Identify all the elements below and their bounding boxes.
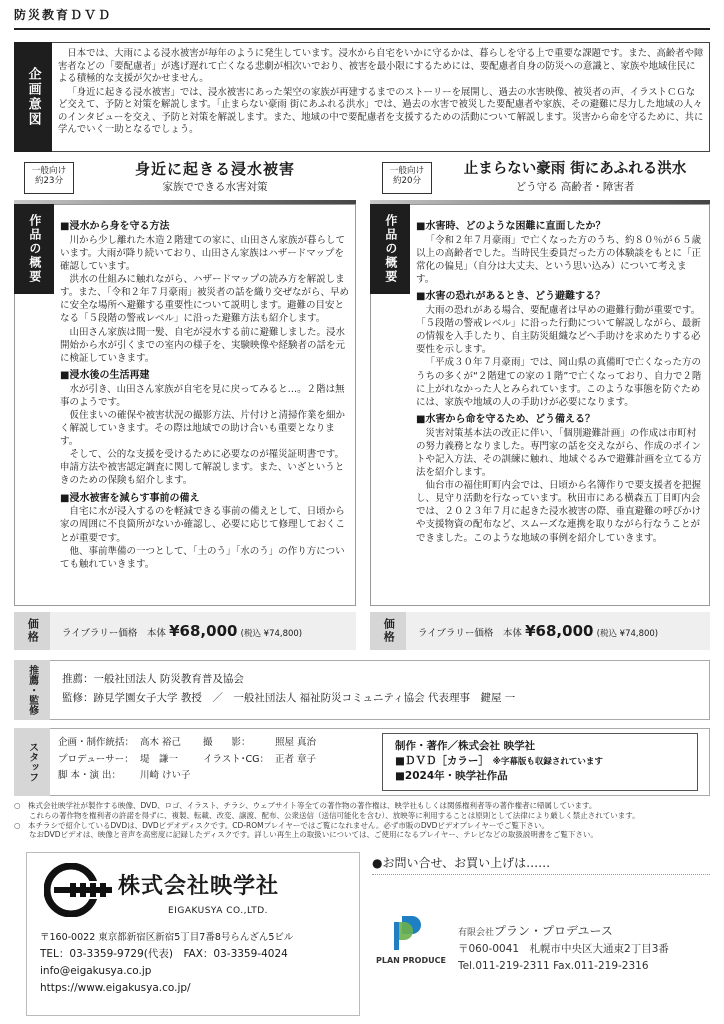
production-format: [395, 754, 685, 769]
production-note: ※字幕版も収録されています: [492, 757, 603, 768]
right-title: 止まらない豪雨 街にあふれる洪水: [463, 161, 687, 177]
company-name: 株式会社映学社: [118, 874, 280, 899]
production-company: 株式会社 映学社: [458, 740, 536, 752]
production-credit: [395, 739, 685, 754]
left-title: 身近に起きる浸水被害: [134, 160, 295, 178]
dealer-name-main: プラン・プロデユース: [494, 924, 613, 938]
section-paragraph: 仮住まいの確保や被害状況の撮影方法、片付けと清掃作業を細かく解説していきます。その際は地域での助け合いも重要となります。: [60, 409, 346, 448]
intent-paragraph: 日本では、大雨による浸水被害が毎年のように発生しています。浸水から自宅をいかに守るかは、暮らしを守る上で重要な課題です。また、高齢者や障害者などの「要配慮者」が逃げ遅れて亡くなる悲劇が相次いでおり、被害を最小限にするためには、要配慮者自身の防災への意識と、家族や地域住民による積極的な支援が欠かせません。: [58, 48, 704, 84]
dealer-address: 〒060-0041 札幌市中央区大通東2丁目3番: [458, 943, 669, 956]
right-audience: 一般向け: [389, 166, 425, 176]
company-contact: [40, 930, 356, 998]
section-heading: ■浸水被害を減らす事前の備え: [60, 492, 200, 504]
staff-role: 撮 影：: [203, 737, 251, 748]
note-line: これらの著作物を権利者の許諾を得ずに、複製、転載、改変、譲渡、配布、公衆送信（送信可能化を含む）、放映等に利用することは原則として法律により厳しく禁止されています。: [14, 810, 640, 820]
right-audience-tag: [382, 162, 432, 194]
staff-role: 脚 本・演 出：: [58, 770, 122, 782]
section-paragraph: そして、公的な支援を受けるために必要なのが罹災証明書です。申請方法や被害認定調査に関して解説します。また、いざというときのための保険も紹介します。: [60, 449, 345, 487]
plan-produce-logo-icon: [380, 912, 440, 956]
company-logo-icon: [44, 863, 114, 921]
section-heading: ■水害時、どのような困難に直面したか？: [416, 221, 606, 232]
dealer-name-prefix: 有限会社: [458, 928, 495, 938]
left-audience: 一般向け: [31, 166, 67, 176]
price-caption: ライブラリー価格 本体: [418, 628, 522, 639]
production-box: [382, 733, 698, 791]
section-heading: ■水害から命を守るため、どう備える？: [416, 413, 596, 425]
left-audience-tag: [24, 162, 74, 194]
company-url[interactable]: https://www.eigakusya.co.jp/: [40, 982, 191, 995]
price-amount: ¥68,000: [169, 622, 238, 640]
staff-label: スタッフ: [14, 728, 50, 796]
intent-paragraph: 「身近に起きる浸水被害」では、浸水被害にあった架空の家族が再建するまでのストーリーを展開し、過去の水害映像、被災者の声、イラストＣＧなど交えて、予防と対策を解説します。「止まらない豪雨 街にあふれる洪水」では、過去の水害で被災した要配慮者や家族、その避難に尽力した地域の人々のインタビューを交え、予防と対策を解説します。また、地域の中で要配慮者を支援するための活動について解説します。災害から命を守るために、共に学んでいく一助となるでしょう。: [58, 86, 704, 135]
staff-person: 川崎 けい子: [140, 770, 191, 782]
dealer-info: [458, 922, 716, 975]
price-tax: (税込 ¥74,800): [596, 629, 659, 639]
staff-person: 堤 謙一: [140, 753, 179, 765]
left-summary-text: [60, 216, 350, 571]
staff-person: 高木 裕己: [140, 737, 182, 748]
right-summary-label: 作品の概要: [370, 204, 410, 294]
price-tax: (税込 ¥74,800): [240, 629, 303, 639]
staff-role: 企画・制作統括：: [58, 737, 135, 748]
notes: [14, 801, 714, 840]
right-summary-text: [416, 216, 704, 545]
section-paragraph: 大雨の恐れがある場合、要配慮者は早めの避難行動が重要です。「５段階の警戒レベル」に沿った行動について解説しながら、最新の情報を入手したり、自主防災組織などへ手助けを求めたりする必要性を示します。: [416, 305, 701, 356]
left-summary-label: 作品の概要: [14, 204, 54, 294]
section-paragraph: 「令和２年７月豪雨」で亡くなった方のうち、約８０％が６５歳以上の高齢者でした。当時民生委員だった方の体験談をもとに「正常化の偏見」（自分は大丈夫、という思い込み）について考えます。: [416, 234, 702, 286]
section-paragraph: 水が引き、山田さん家族が自宅を見に戻ってみると…。２階は無事のようです。: [60, 383, 345, 408]
company-address: 〒160-0022 東京都新宿区新宿5丁目7番8号らんざん5ビル: [40, 932, 294, 943]
recommend-line: 推薦：一般社団法人 防災教育普及協会: [62, 673, 244, 685]
section-paragraph: 川から少し離れた木造２階建ての家に、山田さん家族が暮らしています。大雨が降り続いており、山田さん家族はハザードマップを確認しています。: [60, 234, 346, 273]
section-heading: ■浸水から身を守る方法: [60, 221, 170, 232]
right-price: [418, 622, 658, 642]
note-line: ○ 株式会社映学社が製作する映像、DVD、ロゴ、イラスト、チラシ、ウェブサイト等全ての著作物の著作権は、映学社もしくは関係権利者等の著作権者に帰属しています。: [14, 801, 597, 810]
note-line: ○ 本チラシで紹介しているDVDは、DVDビデオディスクです。CD-ROMプレイヤーではご覧になれません。必ず市販のDVDビデオプレイヤーでご覧下さい。: [14, 820, 549, 830]
section-heading: ■浸水後の生活再建: [60, 369, 150, 381]
section-paragraph: 仙台市の福住町町内会では、日頃から名簿作りで要支援者を把握し、見守り活動を行なっています。秋田市にある横森五丁目町内会では、２０２３年７月に起きた浸水被害の際、垂直避難の呼びかけや支援物資の配布など、スムーズな連携を取りながら行なうことができました。このような地域の事例を紹介していきます。: [416, 480, 702, 544]
left-price: [62, 622, 302, 642]
production-dvd: ■ＤＶＤ［カラー］: [395, 755, 489, 768]
staff-row: [58, 768, 322, 785]
header-divider: [14, 28, 710, 30]
company-email[interactable]: info@eigakusya.co.jp: [40, 964, 152, 977]
staff-role: イラスト･CG：: [203, 753, 270, 765]
dealer-tel: Tel.011-219-2311 Fax.011-219-2316: [458, 959, 649, 972]
production-year: ■2024年・映学社作品: [395, 770, 508, 783]
right-subtitle: どう守る 高齢者・障害者: [515, 181, 635, 193]
left-price-label: 価格: [14, 612, 50, 650]
section-paragraph: 「平成３０年７月豪雨」では、岡山県の真備町で亡くなった方のうちの多くが“２階建ての家の１階”で亡くなっており、自力で２階に上がれなかった人とみられています。このような事態を防ぐためには、家族や地域の人の手助けが必要になります。: [416, 357, 702, 408]
section-paragraph: 洪水の仕組みに触れながら、ハザードマップの読み方を解説します。また、「令和２年７月豪雨」被災者の話を織り交ぜながら、早めに安全な場所へ避難する重要性について説明します。避難の目安となる「５段階の警戒レベル」に沿った避難方法も紹介します。: [60, 274, 349, 325]
intent-label: 企画意図: [14, 42, 52, 152]
recommend-label: 推薦・監修: [14, 660, 50, 720]
staff-row: [58, 752, 322, 769]
supervise-line: 監修：跡見学園女子大学 教授 ／ 一般社団法人 福祉防災コミュニティ協会 代表理事 鍵屋 一: [62, 691, 516, 704]
dealer-name: [458, 922, 716, 941]
right-price-label: 価格: [370, 612, 406, 650]
contact-divider: [372, 874, 710, 875]
production-prefix: 制作・著作／: [395, 740, 458, 752]
left-subtitle: 家族でできる水害対策: [162, 181, 268, 193]
recommend-text: [62, 670, 702, 708]
section-paragraph: 他、事前準備の一つとして、「土のう」「水のう」の作り方についても触れていきます。: [60, 545, 345, 570]
staff-person: 照屋 真治: [275, 737, 317, 748]
section-paragraph: 災害対策基本法の改正に伴い、「個別避難計画」の作成は市町村の努力義務となりました。専門家の話を交えながら、作成のポイントや記入方法、その訓練に触れ、地域ぐるみで避難計画を立てる方法を紹介します。: [416, 427, 702, 479]
left-duration: 約23分: [34, 176, 64, 187]
section-heading: ■水害の恐れがあるとき、どう避難する？: [416, 291, 606, 303]
section-paragraph: 自宅に水が浸入するのを軽減できる事前の備えとして、日頃から家の周囲に不良箇所がないか確認し、必要に応じて修理しておくことが重要です。: [60, 506, 346, 544]
contact-heading: ●お問い合せ、お買い上げは……: [372, 856, 551, 870]
price-amount: ¥68,000: [525, 622, 594, 640]
company-name-en: EIGAKUSYA CO.,LTD.: [168, 906, 269, 916]
right-duration: 約20分: [392, 176, 422, 187]
staff-table: [58, 735, 322, 785]
staff-person: 正者 章子: [275, 753, 317, 765]
company-tel: TEL：03-3359-9729(代表) FAX：03-3359-4024: [40, 947, 288, 960]
note-line: なおDVDビデオは、映像と音声を高密度に記録したディスクです。詳しい再生上の取扱いについては、ご使用になるプレイヤー、テレビなどの取扱説明書をご覧下さい。: [14, 830, 598, 840]
staff-role: プロデューサー：: [58, 753, 134, 765]
section-paragraph: 山田さん家族は間一髪、自宅が浸水する前に避難しました。浸水開始から水が引くまでの室内の様子を、実験映像や経験者の話を元に検証していきます。: [60, 326, 346, 364]
plan-produce-logo-text: PLAN PRODUCE: [376, 956, 446, 965]
intent-text: [58, 48, 704, 138]
staff-row: [58, 735, 322, 752]
price-caption: ライブラリー価格 本体: [62, 628, 166, 639]
page-header-title: 防災教育ＤＶＤ: [14, 8, 113, 22]
